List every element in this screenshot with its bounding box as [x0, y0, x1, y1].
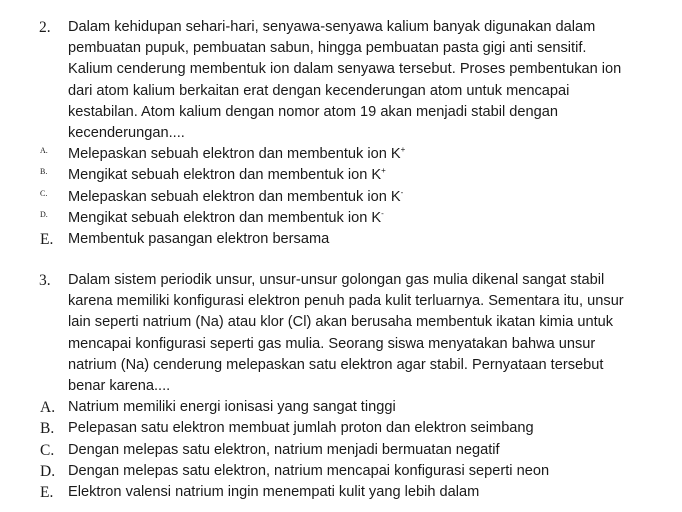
question-2-option-c[interactable] — [0, 187, 682, 208]
question-2-line: pembuatan pupuk, pembuatan sabun, hingga pembuatan pasta gigi anti sensitif. — [68, 40, 587, 57]
question-2 — [0, 17, 682, 250]
question-2-line: kestabilan. Atom kalium dengan nomor atom 19 akan menjadi stabil dengan — [68, 103, 559, 120]
option-text-body: Mengikat sebuah elektron dan membentuk ion K — [68, 167, 382, 184]
option-text-body: Melepaskan sebuah elektron dan membentuk ion K — [68, 146, 401, 163]
question-3-line: lain seperti natrium (Na) atau klor (Cl) akan berusaha membentuk ikatan kimia untuk — [68, 314, 614, 331]
question-2-line: dari atom kalium berkaitan erat dengan kecenderungan atom untuk mencapai — [68, 82, 570, 99]
option-text: Membentuk pasangan elektron bersama — [68, 230, 330, 247]
option-letter: B. — [40, 420, 55, 438]
ion-charge: + — [381, 166, 386, 176]
option-text: Dengan melepas satu elektron, natrium mencapai konfigurasi seperti neon — [68, 462, 550, 479]
question-3-text — [68, 270, 678, 397]
option-letter: D. — [40, 462, 56, 480]
option-letter: D. — [40, 209, 48, 219]
question-3-option-b[interactable] — [0, 418, 682, 439]
question-2-options — [0, 144, 682, 250]
option-letter: C. — [40, 441, 55, 459]
ion-charge: + — [400, 145, 406, 155]
question-3-options — [0, 397, 682, 503]
option-text-body: Mengikat sebuah elektron dan membentuk ion K — [68, 209, 382, 226]
question-3-option-e[interactable] — [0, 482, 682, 503]
ion-charge: - — [381, 208, 384, 218]
question-3-stem — [0, 270, 682, 397]
option-text-body: Melepaskan sebuah elektron dan membentuk ion K — [68, 188, 401, 205]
ion-charge: - — [400, 187, 404, 197]
question-3-line: karena memiliki konfigurasi elektron penuh pada kulit terluarnya. Sementara itu, unsur — [68, 293, 624, 310]
question-3-option-d[interactable] — [0, 461, 682, 482]
option-text: Natrium memiliki energi ionisasi yang sangat tinggi — [68, 399, 396, 416]
option-text — [68, 144, 405, 165]
question-2-option-d[interactable] — [0, 208, 682, 229]
question-3-line: natrium (Na) cenderung melepaskan satu elektron agar stabil. Pernyataan tersebut — [68, 356, 604, 373]
option-letter: E. — [40, 483, 54, 501]
option-text: Elektron valensi natrium ingin menempati kulit yang lebih dalam — [68, 483, 480, 500]
option-letter: B. — [40, 167, 48, 177]
question-2-stem — [0, 17, 682, 144]
question-2-number: 2. — [39, 19, 51, 36]
question-2-option-e[interactable] — [0, 229, 682, 250]
question-2-option-a[interactable] — [0, 144, 682, 165]
question-3-option-c[interactable] — [0, 440, 682, 461]
question-2-line: Dalam kehidupan sehari-hari, senyawa-senyawa kalium banyak digunakan dalam — [68, 19, 596, 35]
question-3-line: mencapai konfigurasi seperti gas mulia. Seorang siswa menyatakan bahwa unsur — [68, 335, 596, 352]
question-3-option-a[interactable] — [0, 397, 682, 418]
question-3-line: benar karena.... — [68, 378, 171, 395]
option-letter: C. — [40, 188, 48, 198]
option-text: Pelepasan satu elektron membuat jumlah proton dan elektron seimbang — [68, 420, 534, 437]
option-text — [68, 165, 386, 186]
option-text — [68, 208, 384, 229]
question-2-text — [68, 17, 678, 144]
question-3-line: Dalam sistem periodik unsur, unsur-unsur golongan gas mulia dikenal sangat stabil — [68, 272, 605, 288]
question-2-line: kecenderungan.... — [68, 125, 185, 142]
question-3-number: 3. — [39, 272, 51, 289]
option-text: Dengan melepas satu elektron, natrium menjadi bermuatan negatif — [68, 441, 500, 458]
option-letter: A. — [40, 399, 56, 417]
question-3 — [0, 270, 682, 503]
option-text — [68, 187, 403, 208]
option-letter: E. — [40, 230, 54, 248]
option-letter: A. — [40, 146, 48, 156]
question-2-line: Kalium cenderung membentuk ion dalam senyawa tersebut. Proses pembentukan ion — [68, 61, 622, 78]
question-2-option-b[interactable] — [0, 165, 682, 186]
